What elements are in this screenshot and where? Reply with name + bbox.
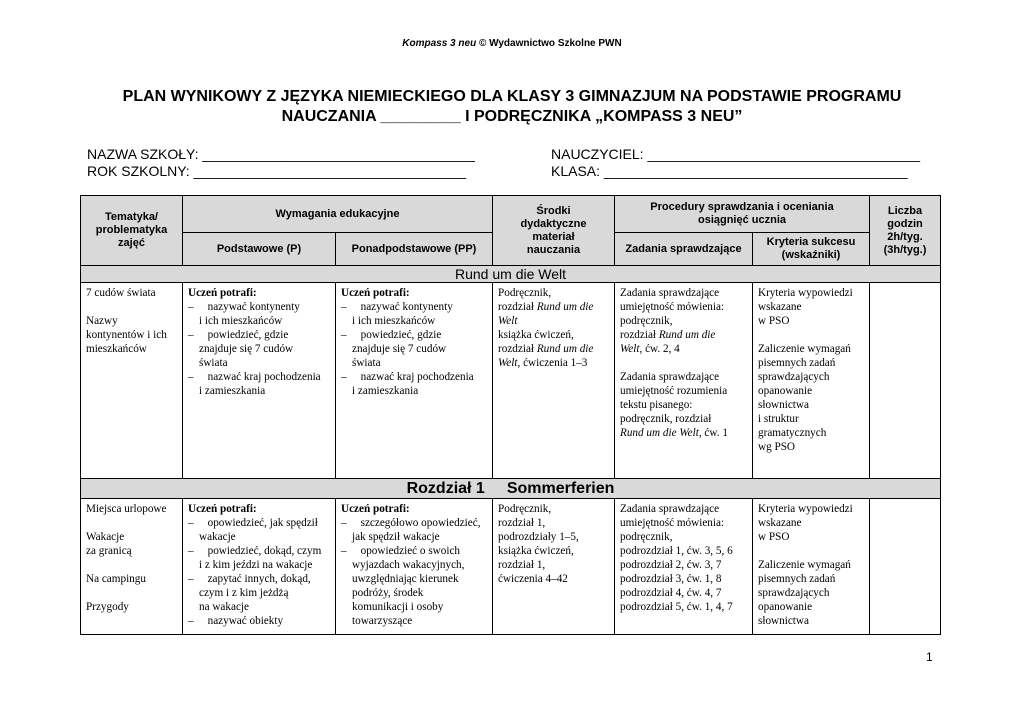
list-item: i zamieszkania [199, 385, 266, 397]
requirements-heading: Uczeń potrafi: [341, 287, 410, 299]
header-liczba-godzin: Liczba godzin 2h/tyg. (3h/tyg.) [870, 196, 941, 266]
header-srodki: Środki dydaktyczne materiał nauczania [493, 196, 615, 266]
table-row [81, 499, 941, 635]
page-header [0, 38, 1024, 49]
list-item: – opowiedzieć o swoich [341, 545, 461, 557]
list-item: świata [352, 357, 381, 369]
list-item: znajduje się 7 cudów [199, 343, 294, 355]
topic-line: za granicą [86, 545, 132, 557]
list-item: wakacje [199, 531, 236, 543]
liczba-godzin-cell [870, 499, 941, 635]
topic-line: Na campingu [86, 573, 146, 585]
topic-line: kontynentów i ich [86, 329, 167, 341]
list-item: podróży, środek [352, 587, 424, 599]
school-name-field: NAZWA SZKOŁY: ___________________________________ [87, 146, 475, 162]
list-item: świata [199, 357, 228, 369]
list-item: – nazywać kontynenty [188, 301, 300, 313]
header-podstawowe: Podstawowe (P) [183, 233, 336, 266]
topic-line: Nazwy [86, 315, 118, 327]
chapter-number: Rozdział 1 [406, 479, 485, 497]
header-zadania: Zadania sprawdzające [615, 233, 753, 266]
list-item: jak spędził wakacje [352, 531, 440, 543]
header-ponadpodstawowe: Ponadpodstawowe (PP) [336, 233, 493, 266]
list-item: towarzyszące [352, 615, 413, 627]
chapter-name: Sommerferien [506, 479, 615, 497]
podstawowe-cell [183, 283, 336, 479]
list-item: – powiedzieć, dokąd, czym [188, 545, 322, 557]
zadania-cell: Zadania sprawdzające umiejętność mówienia: podręcznik, podrozdział 1, ćw. 3, 5, 6 podrozdział 2, ćw. 3, 7 podrozdział 3, ćw. 1, 8 podrozdział 4, ćw. 4, 7 podrozdział 5, ćw. 1, 4, 7 [615, 499, 753, 635]
teacher-field: NAUCZYCIEL: ___________________________________ [551, 146, 920, 162]
topic-line: Wakacje [86, 531, 125, 543]
header-procedury: Procedury sprawdzania i oceniania osiągnięć ucznia [615, 196, 870, 233]
list-item: wyjazdach wakacyjnych, [352, 559, 465, 571]
requirements-heading: Uczeń potrafi: [341, 503, 410, 515]
list-item: – nazwać kraj pochodzenia [188, 371, 321, 383]
class-field: KLASA: _______________________________________ [551, 163, 908, 179]
requirements-heading: Uczeń potrafi: [188, 503, 257, 515]
list-item: – powiedzieć, gdzie [341, 329, 442, 341]
list-item: – powiedzieć, gdzie [188, 329, 289, 341]
ponadpodstawowe-cell [336, 283, 493, 479]
srodki-cell: Podręcznik, rozdział Rund um die Welt książka ćwiczeń, rozdział Rund um die Welt, ćwiczenia 1–3 [493, 283, 615, 479]
list-item: znajduje się 7 cudów [352, 343, 447, 355]
list-item: – szczegółowo opowiedzieć, [341, 517, 481, 529]
topic-line: 7 cudów świata [86, 287, 156, 299]
list-item: i ich mieszkańców [199, 315, 283, 327]
section-title-rund-um-die-welt: Rund um die Welt [81, 266, 941, 283]
book-title: Kompass 3 neu [402, 38, 477, 49]
list-item: – nazywać kontynenty [341, 301, 453, 313]
header-kryteria: Kryteria sukcesu (wskaźniki) [753, 233, 870, 266]
podstawowe-cell [183, 499, 336, 635]
title-line-1: PLAN WYNIKOWY Z JĘZYKA NIEMIECKIEGO DLA KLASY 3 GIMNAZJUM NA PODSTAWIE PROGRAMU [122, 88, 902, 105]
list-item: i zamieszkania [352, 385, 419, 397]
publisher: © Wydawnictwo Szkolne PWN [476, 38, 622, 49]
zadania-cell: Zadania sprawdzające umiejętność mówienia: podręcznik, rozdział Rund um die Welt, ćw. 2, 4 Zadania sprawdzające umiejętność rozumienia tekstu pisanego: podręcznik, rozdział Rund um die Welt, ćw. 1 [615, 283, 753, 479]
header-wymagania: Wymagania edukacyjne [183, 196, 493, 233]
header-tematyka: Tematyka/ problematyka zajęć [81, 196, 183, 266]
list-item: na wakacje [199, 601, 249, 613]
list-item: uwzględniając kierunek [352, 573, 459, 585]
list-item: komunikacji i osoby [352, 601, 444, 613]
requirements-heading: Uczeń potrafi: [188, 287, 257, 299]
liczba-godzin-cell [870, 283, 941, 479]
topic-line: Miejsca urlopowe [86, 503, 167, 515]
page-title [60, 87, 964, 127]
list-item: – nazwać kraj pochodzenia [341, 371, 474, 383]
list-item: i ich mieszkańców [352, 315, 436, 327]
kryteria-cell: Kryteria wypowiedzi wskazane w PSO Zaliczenie wymagań pisemnych zadań sprawdzających opanowanie słownictwa [753, 499, 870, 635]
school-year-field: ROK SZKOLNY: ___________________________________ [87, 163, 467, 179]
section-title-rozdzial-1 [81, 479, 941, 499]
list-item: – opowiedzieć, jak spędził [188, 517, 318, 529]
plan-table [80, 195, 941, 635]
list-item: i z kim jeździ na wakacje [199, 559, 313, 571]
list-item: – nazywać obiekty [188, 615, 284, 627]
tematyka-cell [81, 499, 183, 635]
title-line-2: NAUCZANIA _________ I PODRĘCZNIKA „KOMPASS 3 NEU” [281, 108, 743, 125]
topic-line: Przygody [86, 601, 129, 613]
kryteria-cell: Kryteria wypowiedzi wskazane w PSO Zaliczenie wymagań pisemnych zadań sprawdzających opanowanie słownictwa i struktur gramatycznych wg PSO [753, 283, 870, 479]
list-item: czym i z kim jeżdżą [199, 587, 289, 599]
topic-line: mieszkańców [86, 343, 147, 355]
table-row [81, 283, 941, 479]
list-item: – zapytać innych, dokąd, [188, 573, 311, 585]
ponadpodstawowe-cell [336, 499, 493, 635]
tematyka-cell [81, 283, 183, 479]
srodki-cell: Podręcznik, rozdział 1, podrozdziały 1–5, książka ćwiczeń, rozdział 1, ćwiczenia 4–42 [493, 499, 615, 635]
page-number: 1 [926, 650, 933, 664]
